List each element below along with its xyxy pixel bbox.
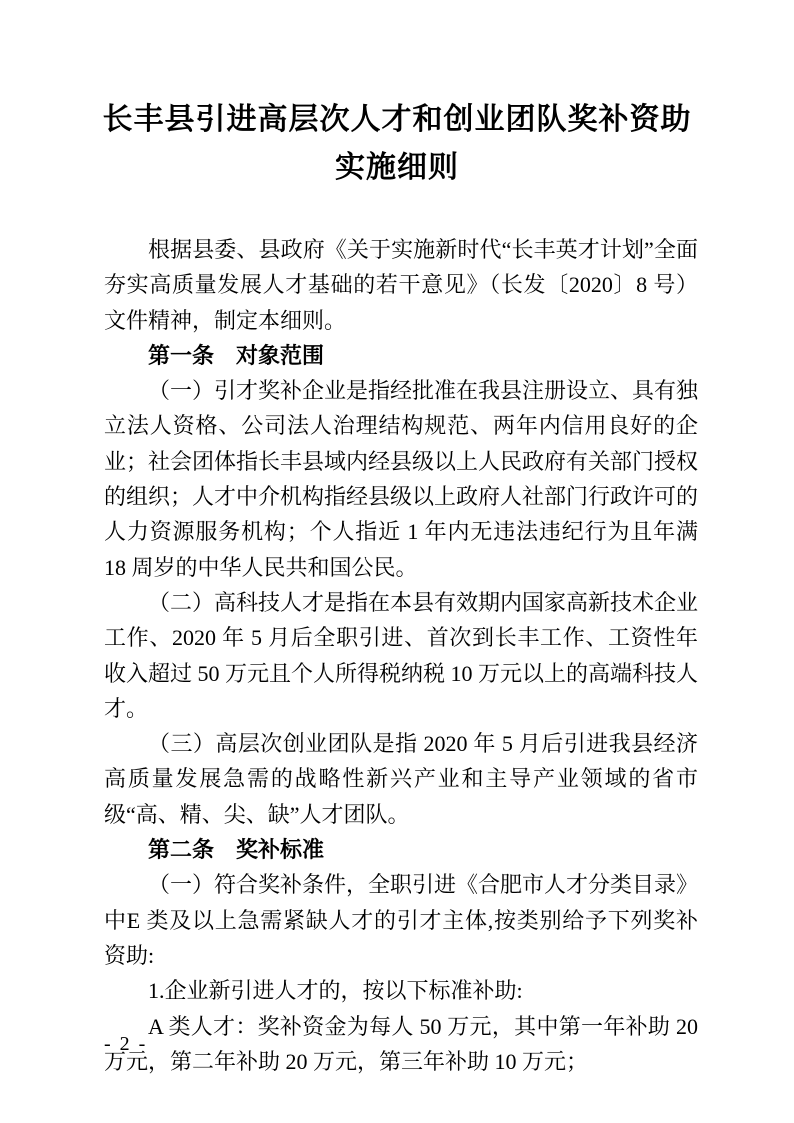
paragraph-article2-item-1: （一）符合奖补条件，全职引进《合肥市人才分类目录》中E 类及以上急需紧缺人才的引才主体,按类别给予下列奖补资助: (104, 872, 699, 968)
title-line-2: 实施细则 (335, 151, 459, 184)
document-title (0, 96, 794, 192)
page-number: - 2 - (104, 1033, 148, 1055)
section-heading-article-1: 第一条 对象范围 (148, 342, 325, 368)
paragraph-subsidy-rule-1: 1.企业新引进人才的，按以下标准补助: (148, 978, 523, 1004)
paragraph-item-1: （一）引才奖补企业是指经批准在我县注册设立、具有独立法人资格、公司法人治理结构规范、两年内信用良好的企业；社会团体指长丰县域内经县级以上人民政府有关部门授权的组织；人才中介机构指经县级以上政府人社部门行政许可的人力资源服务机构；个人指近 1 年内无违法违纪行为且年满 18 周岁的中华人民共和国公民。 (104, 378, 699, 580)
paragraph-item-2: （二）高科技人才是指在本县有效期内国家高新技术企业工作、2020 年 5 月后全职引进、首次到长丰工作、工资性年收入超过 50 万元且个人所得税纳税 10 万元以上的高端科技人才。 (104, 589, 699, 721)
title-line-1: 长丰县引进高层次人才和创业团队奖补资助 (102, 103, 692, 136)
paragraph-intro: 根据县委、县政府《关于实施新时代“长丰英才计划”全面夯实高质量发展人才基础的若干意见》（长发〔2020〕8 号）文件精神，制定本细则。 (104, 237, 698, 333)
paragraph-item-3: （三）高层次创业团队是指 2020 年 5 月后引进我县经济高质量发展急需的战略性新兴产业和主导产业领域的省市级“高、精、尖、缺”人才团队。 (104, 731, 698, 827)
document-body (104, 232, 698, 1079)
paragraph-class-a-talent: A 类人才：奖补资金为每人 50 万元，其中第一年补助 20 万元，第二年补助 20 万元，第三年补助 10 万元； (104, 1013, 698, 1074)
section-heading-article-2: 第二条 奖补标准 (148, 837, 325, 863)
